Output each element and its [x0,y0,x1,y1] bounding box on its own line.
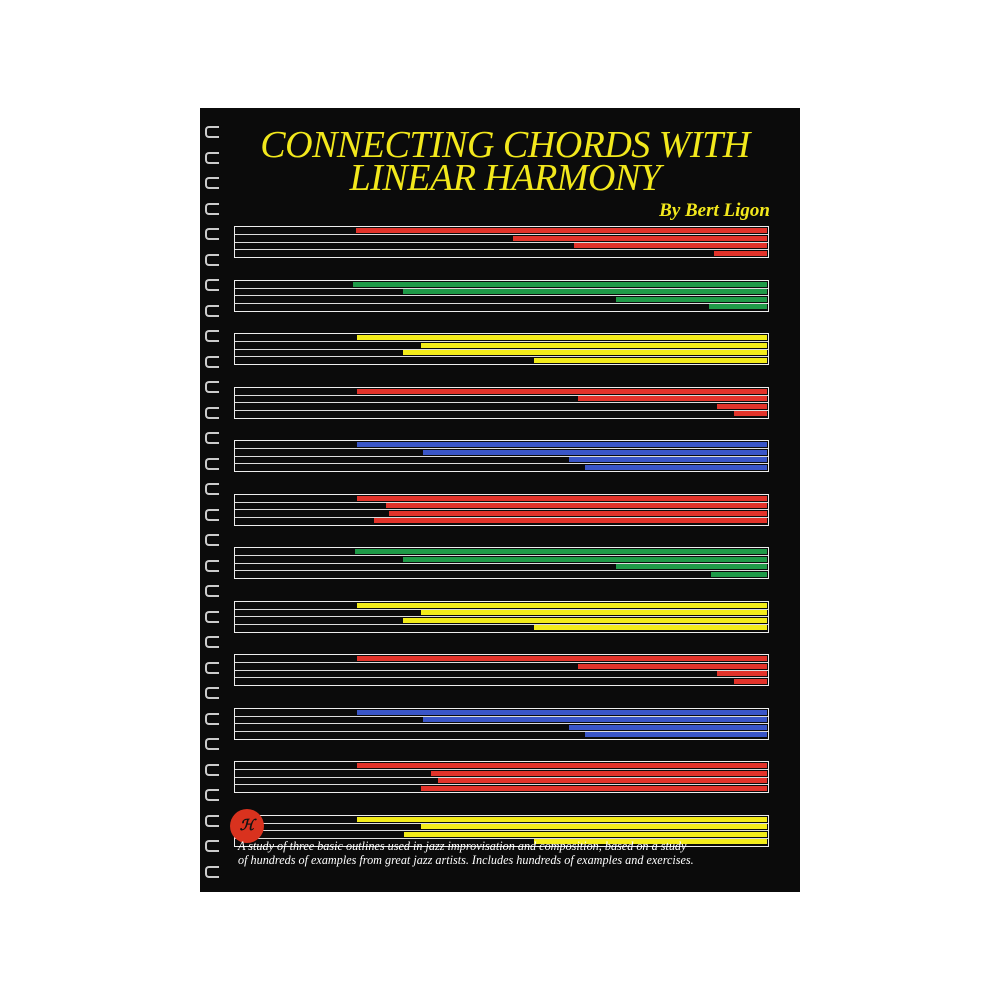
color-bar [534,625,767,630]
color-bar [357,442,767,447]
color-bar [353,282,767,287]
color-bar [423,450,767,455]
color-bar [356,228,767,233]
color-bar [734,679,767,684]
color-bar [404,832,767,837]
staff [234,654,769,686]
color-bar [421,343,767,348]
staff-lane [235,624,768,631]
title-line-2: LINEAR HARMONY [349,157,661,199]
staff-lane [235,357,768,364]
color-bar [616,297,767,302]
binding-ring [205,432,219,444]
staff [234,333,769,365]
color-bar [403,350,767,355]
staff-lane [235,410,768,417]
binding-ring [205,203,219,215]
color-bar [386,503,767,508]
color-bar [513,236,767,241]
binding-ring [205,254,219,266]
staff [234,226,769,258]
color-bar [357,496,767,501]
binding-ring [205,687,219,699]
color-bar [616,564,767,569]
staff-lane [235,303,768,310]
binding-ring [205,279,219,291]
binding-ring [205,483,219,495]
color-bar [734,411,767,416]
color-bar [421,786,767,791]
color-bar [421,824,767,829]
staff [234,547,769,579]
binding-ring [205,534,219,546]
publisher-logo-icon: ℋ [230,809,264,843]
binding-ring [205,330,219,342]
color-bar [421,610,767,615]
author: By Bert Ligon [659,200,770,221]
binding-ring [205,611,219,623]
binding-ring [205,458,219,470]
color-bar [709,304,767,309]
binding-ring [205,381,219,393]
color-bar [374,518,767,523]
color-bar [711,572,767,577]
color-bar [403,618,767,623]
binding-ring [205,356,219,368]
color-bar [585,465,767,470]
binding-ring [205,840,219,852]
color-bar [357,656,767,661]
staff-lane [235,571,768,578]
staff-lane [235,731,768,738]
color-bar [357,763,767,768]
color-bar [534,358,767,363]
color-bar [431,771,767,776]
blurb-line-2: of hundreds of examples from great jazz artists. Includes hundreds of examples and exercises. [238,853,694,867]
binding-ring [205,662,219,674]
color-bar [714,251,767,256]
binding-ring [205,815,219,827]
color-bar [578,664,767,669]
binding-ring [205,636,219,648]
staff-lane [235,464,768,471]
book-cover [200,108,800,892]
color-bar [585,732,767,737]
color-bar [423,717,767,722]
binding-ring [205,305,219,317]
staff [234,387,769,419]
binding-ring [205,764,219,776]
color-bar [357,389,767,394]
binding-ring [205,713,219,725]
binding-ring [205,866,219,878]
staff [234,280,769,312]
binding-ring [205,509,219,521]
color-bar [403,289,767,294]
staff [234,494,769,526]
staff-lane [235,517,768,524]
color-bar [355,549,767,554]
staff [234,761,769,793]
blurb [238,839,798,867]
staff-lane [235,785,768,792]
color-bar [357,335,767,340]
color-bar [717,404,767,409]
color-bar [578,396,767,401]
color-bar [717,671,767,676]
staff-lane [235,678,768,685]
color-bar [389,511,767,516]
binding-ring [205,560,219,572]
blurb-line-1: A study of three basic outlines used in jazz improvisation and composition, based on a study [238,839,687,853]
binding-ring [205,738,219,750]
staff [234,440,769,472]
color-bar [438,778,767,783]
color-bar [569,725,767,730]
binding-ring [205,789,219,801]
staff-lane [235,250,768,257]
binding-ring [205,585,219,597]
title-line-1: CONNECTING CHORDS WITH [260,124,750,166]
binding-ring [205,228,219,240]
color-bar [357,817,767,822]
color-bar [403,557,767,562]
color-bar [569,457,767,462]
color-bar [357,710,767,715]
staff [234,601,769,633]
staff [234,708,769,740]
color-bar [357,603,767,608]
color-bar [574,243,767,248]
binding-ring [205,407,219,419]
